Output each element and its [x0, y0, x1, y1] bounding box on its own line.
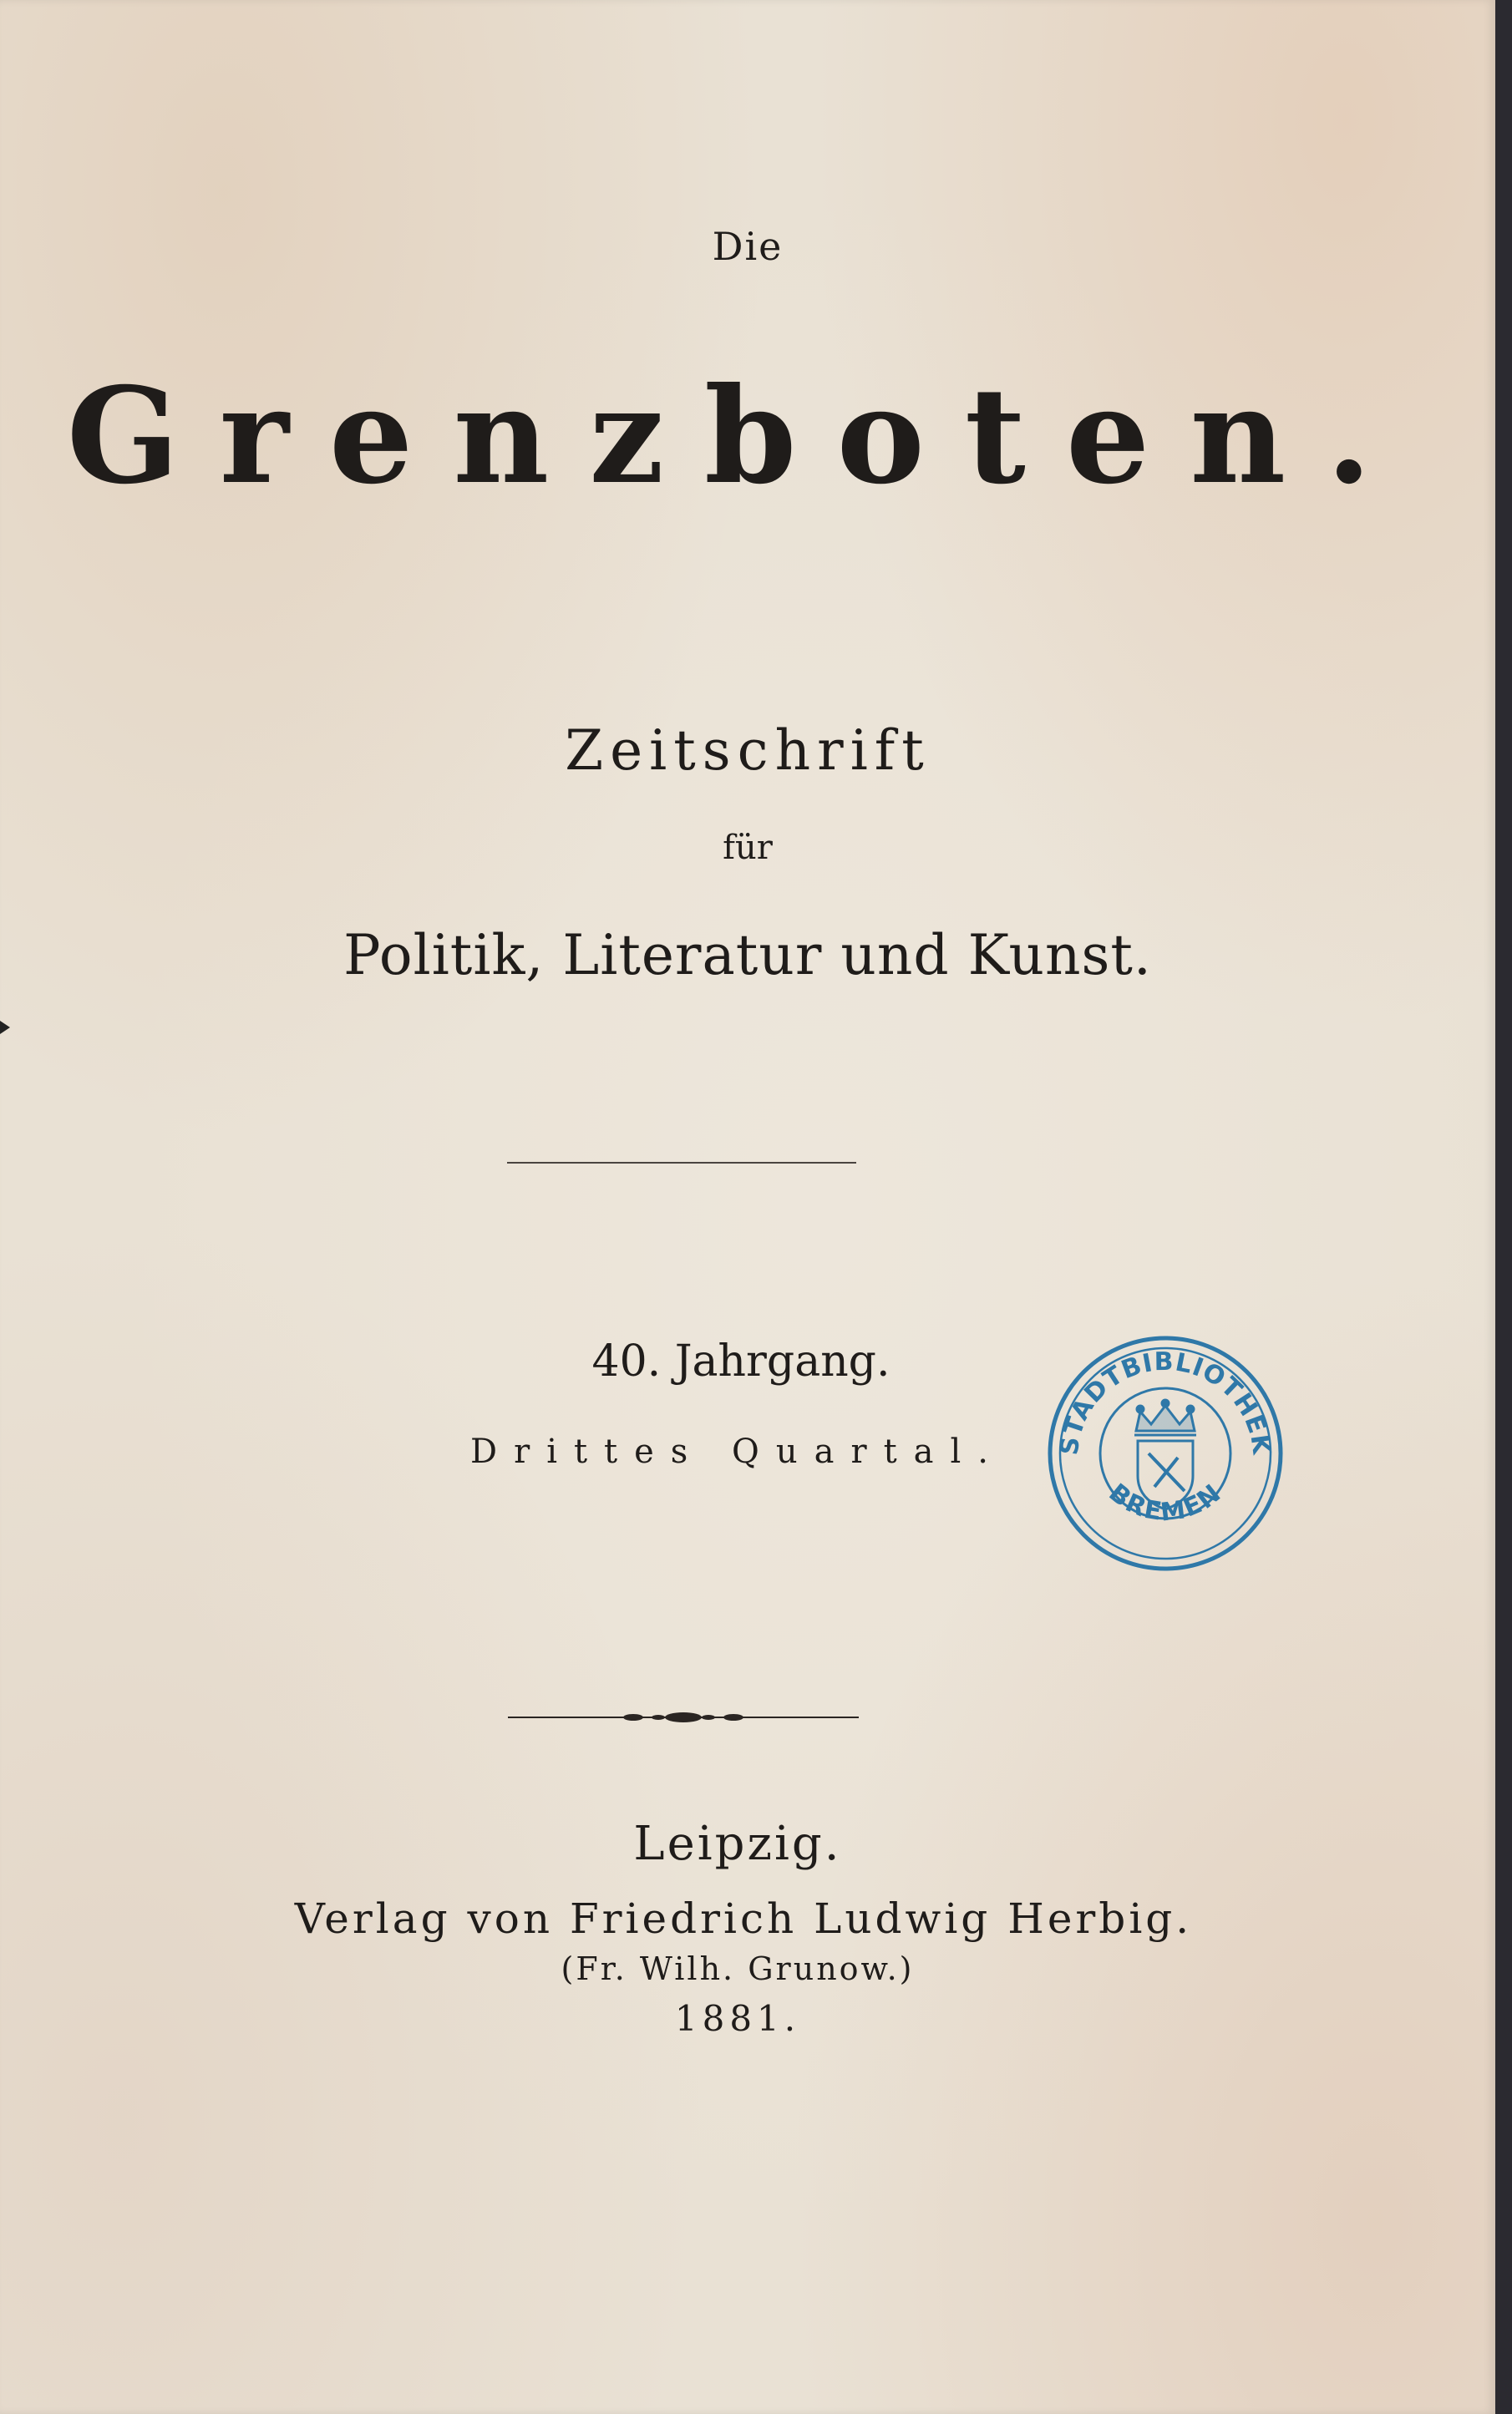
volume-year: 40. Jahrgang. [591, 1336, 890, 1387]
ornamental-divider-icon [508, 1701, 859, 1734]
horizontal-rule [507, 1162, 856, 1164]
title-article: Die [712, 224, 784, 269]
journal-title: Grenzboten. [66, 359, 1413, 514]
stamp-top-text: STADTBIBLIOTHEK [1054, 1346, 1276, 1458]
subtitle-topics: Politik, Literatur und Kunst. [343, 923, 1152, 987]
imprint-year: 1881. [674, 1998, 801, 2039]
imprint-printer: (Fr. Wilh. Grunow.) [561, 1950, 915, 1987]
subtitle-zeitschrift: Zeitschrift [565, 718, 931, 783]
imprint-city: Leipzig. [633, 1817, 842, 1871]
crown-icon [1134, 1400, 1196, 1435]
library-stamp [1044, 1332, 1286, 1575]
page-edge-marker [0, 1021, 10, 1034]
stamp-bottom-text: BREMEN [1103, 1478, 1228, 1528]
volume-quarter: Drittes Quartal. [470, 1433, 1005, 1471]
svg-text:BREMEN [1104, 1478, 1228, 1528]
subtitle-fuer: für [723, 829, 773, 867]
imprint-publisher: Verlag von Friedrich Ludwig Herbig. [294, 1894, 1193, 1943]
